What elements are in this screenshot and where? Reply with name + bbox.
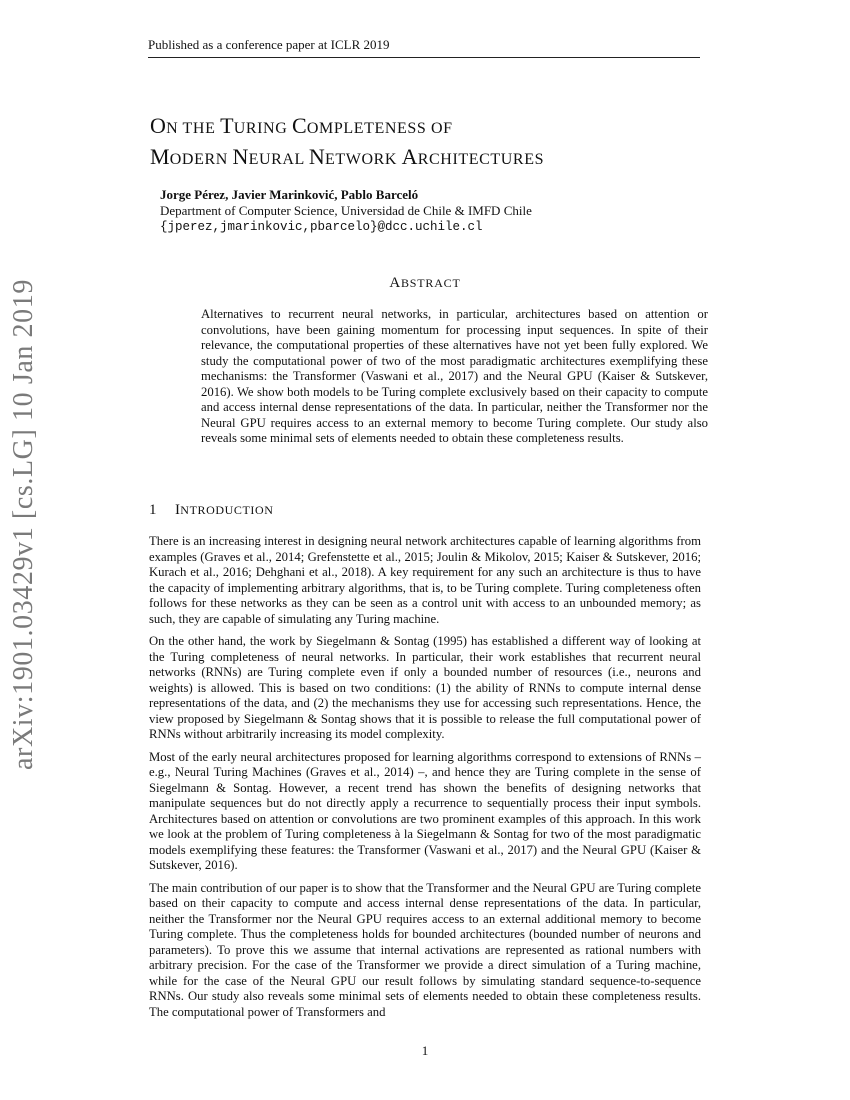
introduction-body [149, 534, 701, 1027]
title-line-1: ON THE TURING COMPLETENESS OF [150, 113, 453, 138]
running-header: Published as a conference paper at ICLR 2019 [148, 37, 700, 58]
arxiv-sidebar-stamp: arXiv:1901.03429v1 [cs.LG] 10 Jan 2019 [8, 279, 39, 770]
body-paragraph: On the other hand, the work by Siegelmann & Sontag (1995) has established a different way of looking at the Turing completeness of neural networks. In particular, their work establishes that recurrent neural networks (RNNs) are Turing complete even if only a bounded number of resources (i.e., neurons and weights) is allowed. This is based on two conditions: (1) the ability of RNNs to compute internal dense representations of the data, and (2) the mechanisms they use for accessing such representations. Hence, the view proposed by Siegelmann & Sontag shows that it is possible to release the full computational power of RNNs without arbitrarily increasing its model complexity. [149, 634, 701, 741]
page-number: 1 [421, 1043, 429, 1058]
body-paragraph: The main contribution of our paper is to show that the Transformer and the Neural GPU are Turing complete based on their capacity to compute and access internal dense representations of the data. In particular, neither the Transformer nor the Neural GPU requires access to an external additional memory to become Turing complete. Thus the completeness holds for bounded architectures (bounded number of neurons and parameters). To prove this we assume that internal activations are represented as rational numbers with arbitrary precision. For the case of the Transformer we provide a direct simulation of a Turing machine, while for the case of the Neural GPU our result follows by simulating standard sequence-to-sequence RNNs. Our study also reveals some minimal sets of elements needed to obtain these completeness results. The computational power of Transformers and [149, 880, 701, 1019]
paper-title [150, 112, 710, 174]
abstract-heading: ABSTRACT [389, 275, 461, 291]
body-paragraph: There is an increasing interest in designing neural network architectures capable of learning algorithms from examples (Graves et al., 2014; Grefenstette et al., 2015; Joulin & Mikolov, 2015; Kaiser & Sutskever, 2016; Kurach et al., 2016; Dehghani et al., 2018). A key requirement for any such an architecture is thus to have the capacity of implementing arbitrary algorithms, that is, to be Turing complete. Turing completeness often follows for these networks as they can be seen as a control unit with access to an unbounded memory; as such, they are capable of simulating any Turing machine. [149, 534, 701, 626]
author-affiliation: Department of Computer Science, Universidad de Chile & IMFD Chile [160, 203, 532, 218]
abstract-paragraph: Alternatives to recurrent neural networks, in particular, architectures based on attention or convolutions, have been gaining momentum for processing input sequences. In spite of their relevance, the computational properties of these alternatives have not yet been fully explored. We study the computational power of two of the most paradigmatic architectures exemplifying these mechanisms: the Transformer (Vaswani et al., 2017) and the Neural GPU (Kaiser & Sutskever, 2016). We show both models to be Turing complete exclusively based on their capacity to compute and access internal dense representations of the data. In particular, neither the Transformer nor the Neural GPU requires access to an external memory to become Turing complete. Our study also reveals some minimal sets of elements needed to obtain these completeness results. [201, 307, 708, 445]
author-names: Jorge Pérez, Javier Marinković, Pablo Barceló [160, 187, 419, 202]
body-paragraph: Most of the early neural architectures proposed for learning algorithms correspond to extensions of RNNs – e.g., Neural Turing Machines (Graves et al., 2014) –, and hence they are Turing complete in the sense of Siegelmann & Sontag. However, a recent trend has shown the benefits of designing networks that manipulate sequences but do not directly apply a recurrence to sequentially process their input symbols. Architectures based on attention or convolutions are two prominent examples of this approach. In this work we look at the problem of Turing completeness à la Siegelmann & Sontag for two of the most paradigmatic models exemplifying these features: the Transformer (Vaswani et al., 2017) and the Neural GPU (Kaiser & Sutskever, 2016). [149, 749, 701, 872]
author-block [160, 187, 700, 235]
abstract-text [201, 307, 708, 447]
title-line-2: MODERN NEURAL NETWORK ARCHITECTURES [150, 144, 545, 169]
author-emails[interactable]: {jperez,jmarinkovic,pbarcelo}@dcc.uchile.cl [160, 220, 483, 234]
section-heading-introduction: 1 INTRODUCTION [149, 502, 274, 518]
